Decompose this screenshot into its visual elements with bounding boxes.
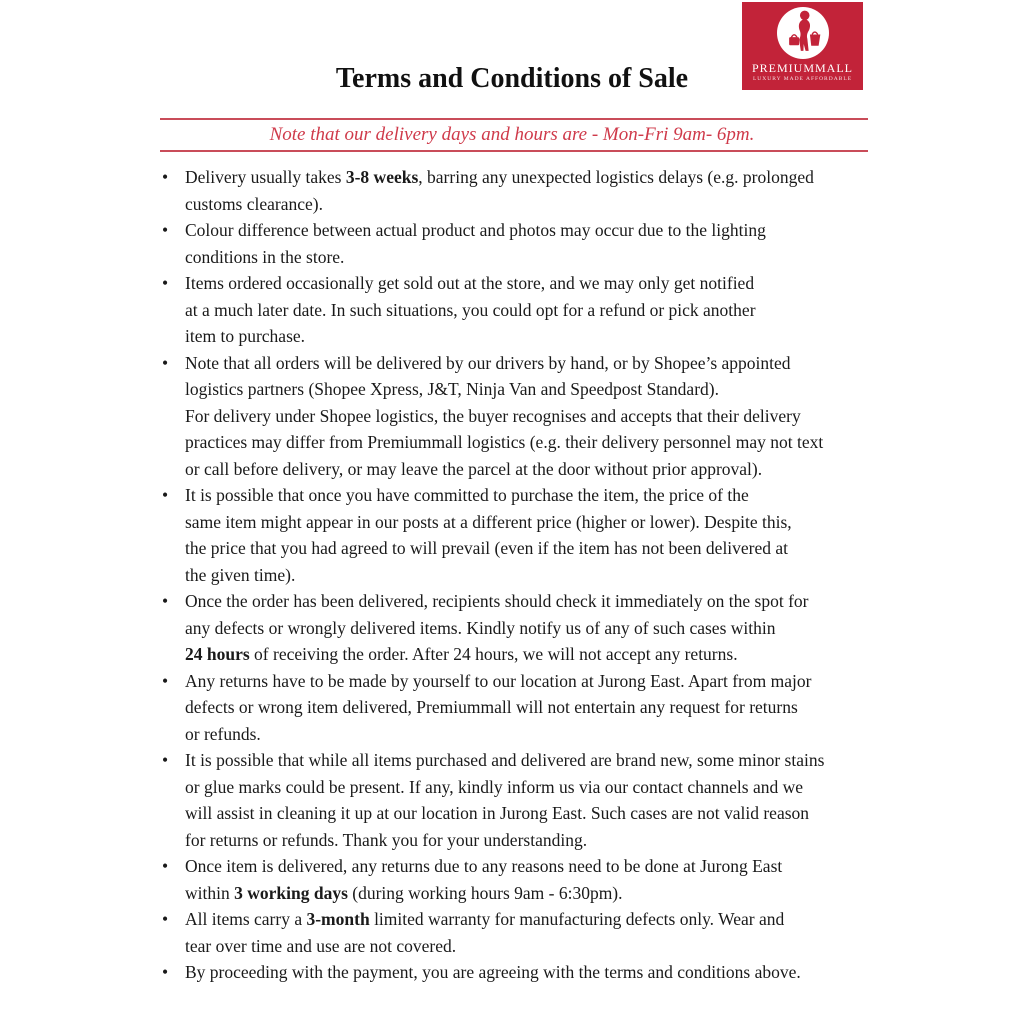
term-line: same item might appear in our posts at a different price (higher or lower). Despite this, bbox=[185, 511, 792, 532]
term-line: All items carry a 3-month limited warranty for manufacturing defects only. Wear and bbox=[185, 909, 785, 929]
divider-bottom bbox=[160, 150, 868, 152]
term-line: for returns or refunds. Thank you for your understanding. bbox=[185, 829, 588, 850]
term-item bbox=[160, 482, 900, 588]
terms-list bbox=[160, 164, 900, 986]
term-line: Colour difference between actual product and photos may occur due to the lighting bbox=[185, 220, 766, 240]
term-item bbox=[160, 217, 900, 270]
term-item bbox=[160, 853, 900, 906]
term-line: logistics partners (Shopee Xpress, J&T, Ninja Van and Speedpost Standard). bbox=[185, 379, 719, 399]
term-line: within 3 working days (during working hours 9am - 6:30pm). bbox=[185, 882, 623, 903]
term-line: Any returns have to be made by yourself to our location at Jurong East. Apart from major bbox=[185, 670, 812, 691]
term-item bbox=[160, 350, 900, 483]
term-line: By proceeding with the payment, you are agreeing with the terms and conditions above. bbox=[185, 962, 801, 982]
term-line: will assist in cleaning it up at our location in Jurong East. Such cases are not valid reason bbox=[185, 803, 810, 823]
term-item bbox=[160, 164, 900, 217]
term-line: at a much later date. In such situations, you could opt for a refund or pick another bbox=[185, 299, 756, 320]
bullet-marker: • bbox=[162, 220, 169, 240]
bullet-marker: • bbox=[162, 962, 169, 982]
term-item bbox=[160, 668, 900, 748]
term-item bbox=[160, 588, 900, 668]
term-line: item to purchase. bbox=[185, 326, 306, 346]
term-line: Items ordered occasionally get sold out at the store, and we may only get notified bbox=[185, 273, 755, 293]
term-line: Once the order has been delivered, recipients should check it immediately on the spot for bbox=[185, 591, 809, 611]
logo-brand-text: PREMIUMMALL bbox=[751, 61, 853, 75]
term-line: any defects or wrongly delivered items. Kindly notify us of any of such cases within bbox=[185, 617, 776, 638]
delivery-note: Note that our delivery days and hours are - Mon-Fri 9am- 6pm. bbox=[269, 124, 755, 145]
term-line: Once item is delivered, any returns due to any reasons need to be done at Jurong East bbox=[185, 856, 783, 876]
term-line: or call before delivery, or may leave the parcel at the door without prior approval). bbox=[185, 458, 763, 479]
term-line: the price that you had agreed to will prevail (even if the item has not been delivered at bbox=[185, 538, 789, 558]
term-item bbox=[160, 959, 900, 986]
bullet-marker: • bbox=[162, 273, 169, 293]
premiummall-logo bbox=[742, 2, 863, 90]
term-line: practices may differ from Premiummall logistics (e.g. their delivery personnel may not text bbox=[185, 432, 824, 452]
term-line: customs clearance). bbox=[185, 193, 323, 214]
bullet-marker: • bbox=[162, 591, 169, 611]
term-item bbox=[160, 747, 900, 853]
shopper-silhouette-icon bbox=[777, 7, 829, 59]
divider-top bbox=[160, 118, 868, 120]
term-line: For delivery under Shopee logistics, the buyer recognises and accepts that their delivery bbox=[185, 405, 801, 426]
bullet-marker: • bbox=[162, 167, 169, 187]
page-title: Terms and Conditions of Sale bbox=[335, 63, 689, 94]
term-line: or glue marks could be present. If any, kindly inform us via our contact channels and we bbox=[185, 776, 803, 797]
bullet-marker: • bbox=[162, 485, 169, 505]
bullet-marker: • bbox=[162, 352, 169, 373]
term-line: conditions in the store. bbox=[185, 246, 345, 267]
term-item bbox=[160, 906, 900, 959]
term-line: 24 hours of receiving the order. After 24 hours, we will not accept any returns. bbox=[185, 644, 738, 664]
term-item bbox=[160, 270, 900, 350]
term-line: Note that all orders will be delivered by our drivers by hand, or by Shopee’s appointed bbox=[185, 352, 791, 373]
term-line: tear over time and use are not covered. bbox=[185, 935, 457, 956]
term-line: Delivery usually takes 3-8 weeks, barring any unexpected logistics delays (e.g. prolonged bbox=[185, 167, 814, 187]
logo-circle bbox=[777, 7, 829, 59]
term-line: or refunds. bbox=[185, 723, 261, 744]
bullet-marker: • bbox=[162, 856, 169, 876]
term-line: defects or wrong item delivered, Premiummall will not entertain any request for returns bbox=[185, 697, 798, 717]
bullet-marker: • bbox=[162, 670, 169, 691]
term-line: It is possible that while all items purchased and delivered are brand new, some minor stains bbox=[185, 750, 825, 770]
bullet-marker: • bbox=[162, 909, 169, 929]
bullet-marker: • bbox=[162, 750, 169, 770]
term-line: It is possible that once you have committed to purchase the item, the price of the bbox=[185, 485, 749, 505]
term-line: the given time). bbox=[185, 564, 296, 585]
logo-tagline-text: LUXURY MADE AFFORDABLE bbox=[752, 76, 853, 82]
